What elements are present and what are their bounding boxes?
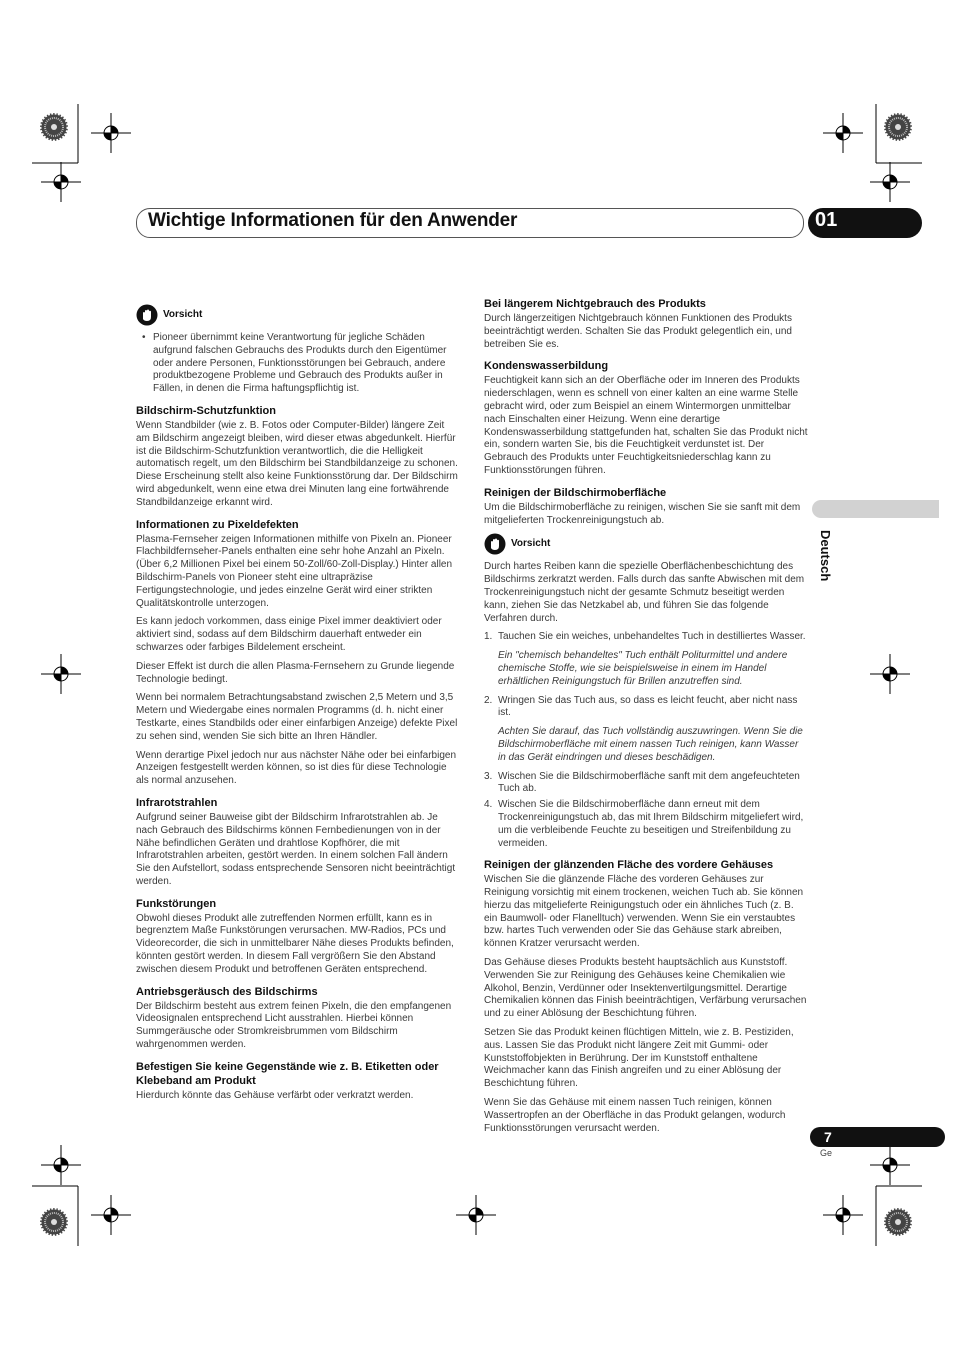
section-text: Aufgrund seiner Bauweise gibt der Bildschirm Infrarotstrahlen ab. Je nach Gebrauch des Bildschirms können Fernbedienungen von in der Nähe befindlichen Geräten und drahtlose Kopfhörer, die mit Infrarotstrahlen arbeiten, gestört werden. In einem solchen Fall ändern Sie den Aufstellort, sodass entsprechende Sensoren nicht beeinträchtigt werden. [136, 811, 456, 887]
caution-hand-icon [484, 533, 506, 555]
chapter-number: 01 [815, 209, 838, 231]
language-label: Deutsch [818, 530, 833, 582]
language-tab [812, 500, 939, 518]
step-item [484, 631, 808, 644]
section-text: Hierdurch könnte das Gehäuse verfärbt oder verkratzt werden. [136, 1089, 414, 1101]
section-text: Das Gehäuse dieses Produkts besteht hauptsächlich aus Kunststoff. Verwenden Sie zur Reinigung des Gehäuses keine Chemikalien wie Alkohol, Benzin, Verdünner oder Insektenvertilgungsmittel. Derartige Chemikalien können das Finish beeinträchtigen, Verfärbung verursachen und zu einer Ablösung der Beschichtung führen. [484, 957, 807, 1020]
step-text: Wischen Sie die Bildschirmoberfläche sanft mit dem angefeuchteten Tuch ab. [498, 770, 800, 795]
caution-heading [136, 304, 460, 326]
section-infrared [136, 796, 460, 889]
step-item [484, 695, 808, 721]
section-heading: Funkstörungen [136, 897, 217, 910]
right-column [484, 297, 808, 1143]
section-text: Setzen Sie das Produkt keinen flüchtigen Mitteln, wie z. B. Pestiziden, aus. Lassen Sie das Produkt nicht längere Zeit mit Gummi- oder Kunststoffobjekten in Berührung. Der im Kunststoff enthaltene Weichmacher kann das Finish angreifen und zu einer Ablösung der Beschichtung führen. [484, 1027, 794, 1090]
caution-heading [484, 533, 808, 555]
section-glossy [484, 858, 808, 1135]
step-text: Tauchen Sie ein weiches, unbehandeltes Tuch in destilliertes Wasser. [498, 631, 806, 643]
caution-hand-icon [136, 304, 158, 326]
caution-text: Durch hartes Reiben kann die spezielle Oberflächenbeschichtung des Bildschirms zerkratzt werden. Falls durch das sanfte Abwischen mit dem Trockenreinigungstuch nicht der gesamte Schmutz beseitigt werden kann, ziehen Sie das Netzkabel ab, und führen Sie das folgende Verfahren durch. [484, 561, 805, 624]
step-item [484, 799, 808, 850]
caution-label: Vorsicht [163, 308, 203, 320]
section-text: Wenn Sie das Gehäuse mit einem nassen Tuch reinigen, können Wassertropfen an der Oberfläche in das Produkt gelangen, wodurch Funktionsstörungen verursacht werden. [484, 1097, 786, 1134]
section-radio [136, 897, 460, 977]
caution-bullet [142, 332, 460, 396]
section-cleaning [484, 486, 808, 851]
bullet-dot: • [142, 332, 146, 343]
section-heading: Antriebsgeräusch des Bildschirms [136, 985, 318, 998]
step-note: Ein "chemisch behandeltes" Tuch enthält Politurmittel und andere chemische Stoffe, wie sie beispielsweise in einem im Handel erhältlichen Reinigungstuch für Brillen anzutreffen sind. [498, 650, 788, 687]
step-number: 2. [484, 694, 493, 706]
caution-label: Vorsicht [511, 537, 551, 549]
step-note: Achten Sie darauf, das Tuch vollständig auszuwringen. Wenn Sie die Bildschirmoberfläche mit einem nassen Tuch reinigen, kann Wasser in das Gerät eindringen und dieses beschädigen. [498, 726, 803, 763]
step-text: Wringen Sie das Tuch aus, so dass es leicht feucht, aber nicht nass ist. [498, 694, 798, 719]
caution-text: Pioneer übernimmt keine Verantwortung für jegliche Schäden aufgrund falschen Gebrauchs des Produkts durch den Eigentümer oder andere Personen, Funktionsstörungen bei Gebrauch, andere produktbezogene Probleme und Gebrauch des Produkts außer in Fällen, in denen die Firma haftungspflichtig ist. [153, 332, 447, 395]
section-labels [136, 1060, 460, 1103]
section-noise [136, 985, 460, 1052]
page-number: 7 [824, 1129, 832, 1145]
section-text: Wenn Standbilder (wie z. B. Fotos oder Computer-Bilder) längere Zeit am Bildschirm angezeigt bleiben, wird dieser etwas abgedunkelt. Hierfür ist die Bildschirm-Schutzfunktion verantwortlich, die die Helligkeit automatisch regelt, um den Bildschirm bei Standbildanzeige zu schonen. Diese Erscheinung stellt also keine Funktionsstörung dar. Der Bildschirm wird abgedunkelt, wenn eine etwa drei Minuten lang eine fortwährende Standbildanzeige erkannt wird. [136, 419, 458, 508]
cleaning-steps [484, 695, 808, 721]
section-text: Wenn bei normalem Betrachtungsabstand zwischen 2,5 Metern und 3,5 Metern und Wiedergabe eines normalen Programms (d. h. nicht einer Testkarte, eines Standbilds oder einer einfarbigen Anzeige) defekte Pixel zu sehen sind, wenden Sie sich bitte an Ihren Händler. [136, 692, 458, 742]
section-text: Um die Bildschirmoberfläche zu reinigen, wischen Sie sie sanft mit dem mitgelieferten Trockenreinigungstuch ab. [484, 501, 801, 526]
section-text: Wischen Sie die glänzende Fläche des vorderen Gehäuses zur Reinigung vorsichtig mit einem trockenen, weichen Tuch ab. Sie können hierzu das mitgelieferte Reinigungstuch oder ein ähnliches Tuch (z. B. ein Baumwoll- oder Flanelltuch) verwenden. Wenn Sie ein verstaubtes bzw. hartes Tuch verwenden oder Sie das Gehäuse stark abreiben, können Kratzer verursacht werden. [484, 874, 804, 950]
section-heading: Bei längerem Nichtgebrauch des Produkts [484, 298, 706, 310]
section-text: Es kann jedoch vorkommen, dass einige Pixel immer deaktiviert oder aktiviert sind, sodass auf dem Bildschirm dauerhaft entweder ein schwarzes oder farbiges Bildelement erscheint. [136, 616, 442, 653]
step-number: 3. [484, 770, 493, 782]
left-column [136, 304, 460, 1111]
page-title: Wichtige Informationen für den Anwender [148, 210, 518, 231]
section-screensaver [136, 404, 460, 510]
section-text: Obwohl dieses Produkt alle zutreffenden Normen erfüllt, kann es in begrenztem Maße Funkstörungen verursachen. MW-Radios, PCs und Videorecorder, die sich in unmittelbarer Nähe dieses Produkts befinden, könnten gestört werden. In diesem Fall vergrößern Sie den Abstand zwischen diesem Produkt und betroffenen Geräten entsprechend. [136, 912, 454, 975]
cleaning-steps [484, 771, 808, 851]
section-heading: Reinigen der Bildschirmoberfläche [484, 486, 667, 499]
section-heading: Bildschirm-Schutzfunktion [136, 404, 276, 417]
section-text: Dieser Effekt ist durch die allen Plasma-Fernsehern zu Grunde liegende Technologie bedingt. [136, 660, 455, 685]
section-heading: Kondenswasserbildung [484, 360, 609, 373]
cleaning-steps [484, 631, 808, 644]
section-text: Feuchtigkeit kann sich an der Oberfläche oder im Inneren des Produkts niederschlagen, wenn es schnell von einer kalten an eine warme Stelle gebracht wird, oder zum Beispiel an einem Wintermorgen unmittelbar nach Einschalten einer Heizung. Wenn eine derartige Kondenswasserbildung stattgefunden hat, schalten Sie das Produkt nicht ein, sondern warten Sie, bis die Feuchtigkeit verdunstet ist. Der Gebrauch des Produkts unter Feuchtigkeitsniederschlag kann zu Funktionsstörungen führen. [484, 375, 808, 476]
section-text: Durch längerzeitigen Nichtgebrauch können Funktionen des Produkts beeinträchtigt werden. Schalten Sie das Produkt gelegentlich ein, und betreiben Sie es. [484, 313, 792, 350]
section-pixel [136, 518, 460, 788]
section-text: Der Bildschirm besteht aus extrem feinen Pixeln, die den empfangenen Videosignalen entsprechend Licht ausstrahlen. Hierbei können Summgeräusche oder Stromkreisbrummen vom Bildschirm wahrgenommen werden. [136, 1000, 452, 1051]
section-heading: Infrarotstrahlen [136, 796, 218, 809]
step-number: 1. [484, 631, 493, 643]
section-text: Plasma-Fernseher zeigen Informationen mithilfe von Pixeln an. Pioneer Flachbildfernseher-Panels enthalten eine sehr hohe Anzahl an Pixeln. (Über 6,2 Millionen Pixel bei einem 50-Zoll/60-Zoll-Display.) Hinter allen Bildschirm-Panels von Pioneer steht eine ultrapräzise Fertigungstechnologie, und jedes einzelne Gerät wird einer strikten Qualitätskontrolle unterzogen. [136, 533, 453, 609]
page-language-code: Ge [820, 1148, 833, 1158]
section-heading: Befestigen Sie keine Gegenstände wie z. B. Etiketten oder Klebeband am Produkt [136, 1060, 439, 1087]
section-text: Wenn derartige Pixel jedoch nur aus nächster Nähe oder bei einfarbigen Anzeigen festgestellt werden können, so ist dies für diese Technologie als normal anzusehen. [136, 749, 457, 787]
section-heading: Reinigen der glänzenden Fläche des vordere Gehäuses [484, 859, 774, 872]
section-condensation [484, 359, 808, 477]
section-heading: Informationen zu Pixeldefekten [136, 518, 299, 531]
section-nonuse [484, 297, 808, 351]
step-number: 4. [484, 799, 493, 811]
step-text: Wischen Sie die Bildschirmoberfläche dann erneut mit dem Trockenreinigungstuch ab, das mit Ihrem Bildschirm mitgeliefert wird, um die verbleibende Feuchte zu beseitigen und Streifenbildung zu vermeiden. [498, 799, 804, 849]
step-item [484, 771, 808, 797]
